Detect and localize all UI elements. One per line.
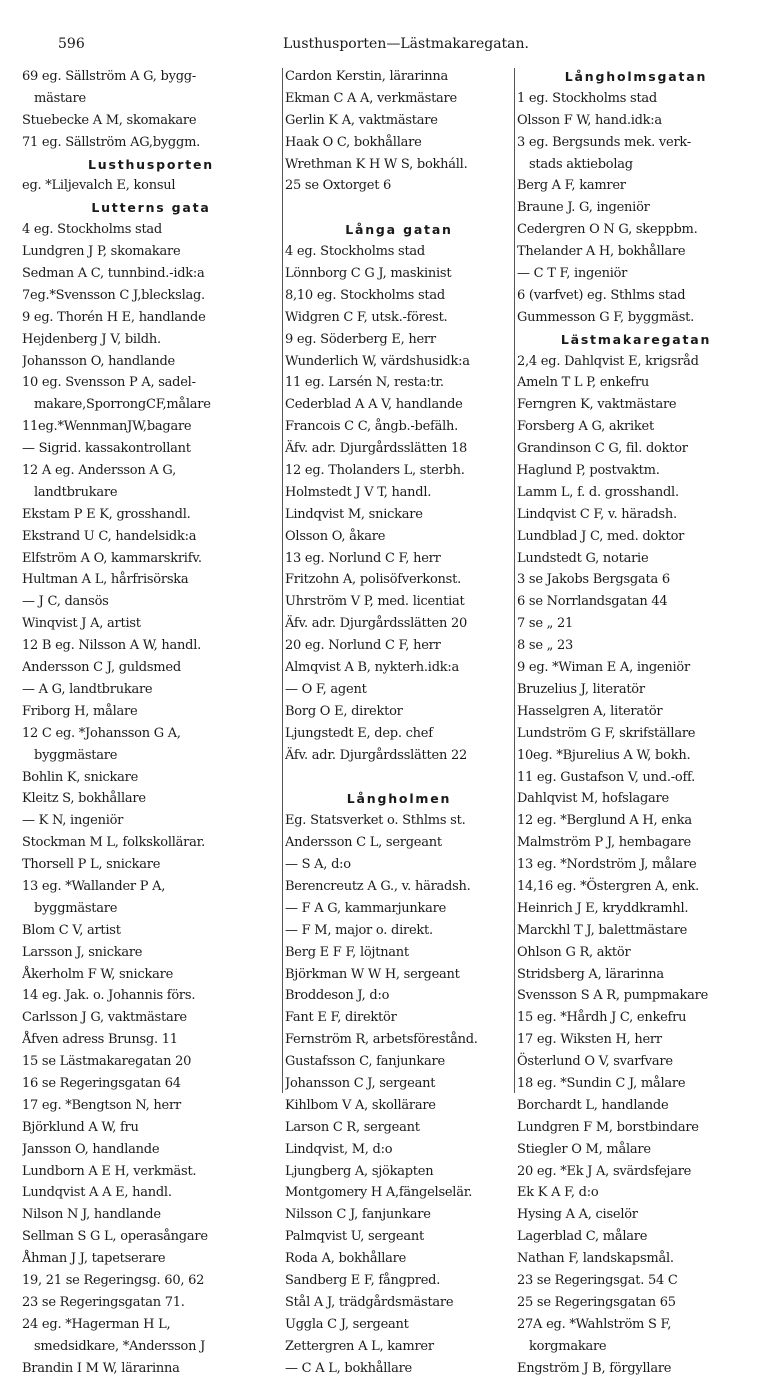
directory-entry: — K N, ingeniör — [22, 813, 124, 829]
directory-entry: Ljungstedt E, dep. chef — [285, 725, 433, 741]
directory-entry: Elfström A O, kammarskrifv. — [22, 550, 202, 566]
directory-entry: Ohlson G R, aktör — [517, 944, 631, 960]
directory-entry: Braune J. G, ingeniör — [517, 200, 650, 216]
directory-entry: Sandberg E F, fångpred. — [285, 1272, 441, 1288]
directory-entry: Thorsell P L, snickare — [22, 857, 161, 873]
directory-entry: 6 se Norrlandsgatan 44 — [517, 594, 668, 610]
directory-entry: — C T F, ingeniör — [517, 266, 628, 282]
directory-entry: Stuebecke A M, skomakare — [22, 112, 197, 128]
column-rule — [282, 68, 283, 1093]
directory-entry: 4 eg. Stockholms stad — [285, 244, 426, 260]
directory-entry: Carlsson J G, vaktmästare — [22, 1010, 187, 1026]
directory-entry: Johansson C J, sergeant — [285, 1075, 436, 1091]
column-rule — [514, 68, 515, 1093]
directory-entry: Roda A, bokhållare — [285, 1251, 407, 1267]
directory-entry: Zettergren A L, kamrer — [285, 1338, 434, 1354]
directory-entry: Nathan F, landskapsmål. — [517, 1251, 674, 1267]
directory-entry: — C A L, bokhållare — [285, 1360, 413, 1376]
directory-entry: 11 eg. Larsén N, resta:tr. — [285, 375, 444, 391]
directory-entry: Sellman S G L, operasångare — [22, 1229, 208, 1245]
directory-entry: Gummesson G F, byggmäst. — [517, 309, 694, 325]
directory-entry: Haak O C, bokhållare — [285, 134, 422, 150]
directory-entry: Palmqvist U, sergeant — [285, 1229, 424, 1245]
directory-entry: 9 eg. *Wiman E A, ingeniör — [517, 660, 690, 676]
directory-entry: Ameln T L P, enkefru — [517, 375, 650, 391]
directory-entry: Borchardt L, handlande — [517, 1097, 669, 1113]
directory-entry: 10eg. *Bjurelius A W, bokh. — [517, 747, 691, 763]
directory-entry: Åhman J J, tapetserare — [22, 1251, 166, 1267]
directory-entry: 14,16 eg. *Östergren A, enk. — [517, 878, 700, 894]
page-number: 596 — [58, 36, 85, 52]
directory-entry: 12 A eg. Andersson A G, — [22, 463, 176, 479]
directory-entry: Montgomery H A,fängelselär. — [285, 1185, 473, 1201]
directory-entry: — O F, agent — [285, 681, 367, 697]
directory-entry: Björkman W W H, sergeant — [285, 966, 460, 982]
directory-entry: 9 eg. Thorén H E, handlande — [22, 309, 206, 325]
directory-entry: Francois C C, ångb.-befälh. — [285, 419, 459, 435]
directory-entry: Cardon Kerstin, lärarinna — [285, 69, 449, 84]
directory-entry: Äfv. adr. Djurgårdsslätten 22 — [285, 747, 467, 763]
directory-entry: Sedman A C, tunnbind.-idk:a — [22, 266, 205, 282]
directory-entry: Äfv. adr. Djurgårdsslätten 18 — [285, 441, 467, 457]
directory-entry: 19, 21 se Regeringsg. 60, 62 — [22, 1272, 205, 1288]
directory-entry: Ekstrand U C, handelsidk:a — [22, 528, 197, 544]
directory-entry: Broddeson J, d:o — [285, 988, 390, 1004]
directory-entry: Forsberg A G, akriket — [517, 419, 654, 435]
directory-entry: 11 eg. Gustafson V, und.-off. — [517, 769, 696, 785]
directory-entry: Fant E F, direktör — [285, 1010, 397, 1026]
street-heading: Långholmsgatan — [564, 69, 708, 84]
directory-entry: Widgren C F, utsk.-förest. — [285, 309, 448, 325]
column-3 — [517, 66, 755, 1379]
directory-entry: Äfv. adr. Djurgårdsslätten 20 — [285, 616, 467, 632]
directory-entry: 14 eg. Jak. o. Johannis förs. — [22, 988, 196, 1004]
directory-entry: Kihlbom V A, skollärare — [285, 1097, 436, 1113]
directory-entry: korgmakare — [529, 1338, 607, 1354]
directory-entry: Lundblad J C, med. doktor — [517, 528, 685, 544]
directory-entry: Larsson J, snickare — [22, 944, 143, 960]
directory-entry: Friborg H, målare — [22, 703, 138, 719]
directory-entry: landtbrukare — [34, 484, 118, 500]
directory-entry: 12 C eg. *Johansson G A, — [22, 725, 181, 741]
directory-entry: Larson C R, sergeant — [285, 1119, 420, 1135]
directory-entry: 8,10 eg. Stockholms stad — [285, 287, 445, 303]
directory-entry: Lundstedt G, notarie — [517, 550, 649, 566]
street-heading: Långholmen — [346, 791, 452, 807]
directory-entry: mästare — [34, 90, 86, 106]
directory-entry: Bohlin K, snickare — [22, 769, 139, 785]
directory-entry: Ferngren K, vaktmästare — [517, 397, 677, 413]
directory-entry: Malmström P J, hembagare — [517, 835, 691, 851]
directory-entry: 16 se Regeringsgatan 64 — [22, 1075, 181, 1091]
directory-entry: Kleitz S, bokhållare — [22, 791, 146, 807]
directory-entry: 4 eg. Stockholms stad — [22, 222, 163, 238]
directory-entry: — F A G, kammarjunkare — [285, 900, 447, 916]
directory-entry: Wunderlich W, värdshusidk:a — [285, 353, 470, 369]
directory-entry: 24 eg. *Hagerman H L, — [22, 1316, 171, 1332]
directory-entry: 9 eg. Söderberg E, herr — [285, 331, 436, 347]
directory-entry: 18 eg. *Sundin C J, målare — [517, 1075, 686, 1091]
directory-entry: Hultman A L, hårfrisörska — [22, 572, 189, 588]
directory-entry: 13 eg. Norlund C F, herr — [285, 550, 441, 566]
directory-entry: Lundqvist A A E, handl. — [22, 1185, 172, 1201]
directory-entry: 15 se Lästmakaregatan 20 — [22, 1054, 192, 1070]
directory-entry: Uhrström V P, med. licentiat — [285, 594, 465, 610]
directory-entry: Eg. Statsverket o. Sthlms st. — [285, 813, 466, 829]
directory-entry: 11eg.*WennmanJW,bagare — [22, 419, 192, 435]
directory-entry: 7 se „ 21 — [517, 616, 574, 632]
directory-entry: 12 B eg. Nilsson A W, handl. — [22, 638, 201, 654]
directory-entry: Brandin I M W, lärarinna — [22, 1360, 180, 1376]
directory-entry: Borg O E, direktor — [285, 703, 403, 719]
directory-entry: 15 eg. *Hårdh J C, enkefru — [517, 1010, 687, 1026]
directory-entry: makare,SporrongCF,målare — [34, 397, 211, 413]
directory-entry: Svensson S A R, pumpmakare — [517, 988, 709, 1004]
directory-entry: Holmstedt J V T, handl. — [285, 484, 432, 500]
directory-entry: Andersson C J, guldsmed — [22, 660, 181, 676]
directory-entry: Lönnborg C G J, maskinist — [285, 266, 452, 282]
directory-entry: — A G, landtbrukare — [22, 681, 153, 697]
directory-entry: 7eg.*Svensson C J,bleckslag. — [22, 287, 205, 303]
directory-entry: 27A eg. *Wahlström S F, — [517, 1316, 672, 1332]
directory-entry: 23 se Regeringsgatan 71. — [22, 1294, 185, 1310]
directory-entry: Marckhl T J, balettmästare — [517, 922, 688, 938]
directory-entry: Berg A F, kamrer — [517, 178, 626, 194]
directory-entry: Stockman M L, folkskollärar. — [22, 835, 206, 851]
directory-entry: 25 se Regeringsgatan 65 — [517, 1294, 676, 1310]
directory-entry: Åkerholm F W, snickare — [22, 966, 174, 982]
directory-entry: Jansson O, handlande — [22, 1141, 160, 1157]
directory-entry: 13 eg. *Wallander P A, — [22, 878, 166, 894]
directory-entry: 71 eg. Sällström AG,byggm. — [22, 134, 201, 150]
directory-entry: Berg E F F, löjtnant — [285, 944, 409, 960]
directory-entry: Stål A J, trädgårdsmästare — [285, 1294, 454, 1310]
directory-entry: Uggla C J, sergeant — [285, 1316, 409, 1332]
column-2 — [285, 66, 513, 1379]
directory-entry: Björklund A W, fru — [22, 1119, 139, 1135]
directory-entry: 17 eg. *Bengtson N, herr — [22, 1097, 181, 1113]
directory-entry: Lundström G F, skrifställare — [517, 725, 696, 741]
column-1 — [22, 66, 280, 1379]
directory-entry: 10 eg. Svensson P A, sadel- — [22, 375, 196, 391]
directory-entry: 6 (varfvet) eg. Sthlms stad — [517, 287, 686, 303]
running-title: Lusthusporten—Lästmakaregatan. — [283, 36, 529, 52]
directory-entry: eg. *Liljevalch E, konsul — [22, 178, 176, 194]
directory-entry: Lamm L, f. d. grosshandl. — [517, 484, 679, 500]
directory-entry: Ek K A F, d:o — [517, 1185, 599, 1201]
directory-entry: Österlund O V, svarfvare — [517, 1054, 673, 1070]
directory-entry: 2,4 eg. Dahlqvist E, krigsråd — [517, 353, 699, 369]
directory-entry: 20 eg. *Ek J A, svärdsfejare — [517, 1163, 692, 1179]
directory-entry: 17 eg. Wiksten H, herr — [517, 1032, 662, 1048]
directory-entry: 1 eg. Stockholms stad — [517, 90, 658, 106]
directory-entry: Åfven adress Brunsg. 11 — [22, 1032, 178, 1048]
directory-entry: stads aktiebolag — [529, 156, 633, 172]
directory-entry: Almqvist A B, nykterh.idk:a — [285, 660, 460, 676]
directory-entry: Hysing A A, ciselör — [517, 1207, 638, 1223]
directory-entry: Berencreutz A G., v. häradsh. — [285, 878, 471, 894]
directory-entry: Cederblad A A V, handlande — [285, 397, 463, 413]
directory-entry: 12 eg. Tholanders L, sterbh. — [285, 463, 465, 479]
directory-entry: Ekstam P E K, grosshandl. — [22, 506, 191, 522]
directory-entry: Hejdenberg J V, bildh. — [22, 331, 161, 347]
directory-entry — [285, 767, 513, 789]
directory-entry: Olsson O, åkare — [285, 528, 386, 544]
directory-entry: 20 eg. Norlund C F, herr — [285, 638, 441, 654]
directory-entry: Ekman C A A, verkmästare — [285, 90, 457, 106]
directory-entry: 23 se Regeringsgat. 54 C — [517, 1272, 678, 1288]
directory-entry: Nilson N J, handlande — [22, 1207, 161, 1223]
directory-entry: Lagerblad C, målare — [517, 1229, 648, 1245]
directory-entry: 69 eg. Sällström A G, bygg- — [22, 69, 196, 84]
directory-entry: byggmästare — [34, 900, 118, 916]
directory-entry: Andersson C L, sergeant — [285, 835, 442, 851]
directory-entry: — F M, major o. direkt. — [285, 922, 433, 938]
directory-entry: — Sigrid. kassakontrollant — [22, 441, 191, 457]
directory-entry: smedsidkare, *Andersson J — [34, 1338, 206, 1354]
directory-entry: Dahlqvist M, hofslagare — [517, 791, 669, 807]
directory-entry: 3 eg. Bergsunds mek. verk- — [517, 134, 691, 150]
street-heading: Lutterns gata — [91, 200, 211, 216]
directory-entry: 3 se Jakobs Bergsgata 6 — [517, 572, 670, 588]
directory-entry: Gerlin K A, vaktmästare — [285, 112, 438, 128]
directory-entry: Thelander A H, bokhållare — [517, 244, 686, 260]
street-heading: Långa gatan — [345, 222, 453, 238]
directory-entry: Winqvist J A, artist — [22, 616, 141, 632]
directory-entry: Lindqvist C F, v. häradsh. — [517, 506, 677, 522]
directory-entry: — J C, dansös — [22, 594, 109, 610]
directory-entry: Stridsberg A, lärarinna — [517, 966, 664, 982]
street-heading: Lästmakaregatan — [560, 331, 712, 347]
directory-entry: Heinrich J E, kryddkramhl. — [517, 900, 689, 916]
directory-entry: Nilsson C J, fanjunkare — [285, 1207, 431, 1223]
directory-entry: Johansson O, handlande — [22, 353, 175, 369]
directory-entry: Blom C V, artist — [22, 922, 121, 938]
page-header — [0, 36, 762, 58]
directory-entry: Lundgren F M, borstbindare — [517, 1119, 699, 1135]
directory-entry: Ljungberg A, sjökapten — [285, 1163, 434, 1179]
directory-entry: Lundgren J P, skomakare — [22, 244, 181, 260]
directory-entry: Engström J B, förgyllare — [517, 1360, 672, 1376]
directory-entry: 12 eg. *Berglund A H, enka — [517, 813, 692, 829]
directory-entry: Lindqvist M, snickare — [285, 506, 423, 522]
directory-entry: Cedergren O N G, skeppbm. — [517, 222, 698, 238]
directory-entry: Hasselgren A, literatör — [517, 703, 663, 719]
directory-entry: Bruzelius J, literatör — [517, 681, 645, 697]
street-heading: Lusthusporten — [88, 156, 214, 172]
directory-entry: Lundborn A E H, verkmäst. — [22, 1163, 197, 1179]
directory-entry: Grandinson C G, fil. doktor — [517, 441, 688, 457]
directory-entry: Fernström R, arbetsförestånd. — [285, 1032, 478, 1048]
directory-entry: Haglund P, postvaktm. — [517, 463, 660, 479]
directory-entry: Gustafsson C, fanjunkare — [285, 1054, 445, 1070]
directory-entry: 8 se „ 23 — [517, 638, 574, 654]
directory-entry: Fritzohn A, polisöfverkonst. — [285, 572, 461, 588]
directory-entry: byggmästare — [34, 747, 118, 763]
directory-entry: — S A, d:o — [285, 857, 351, 873]
directory-entry: Stiegler O M, målare — [517, 1141, 651, 1157]
directory-entry: Wrethman K H W S, bokháll. — [285, 156, 468, 172]
directory-entry: 25 se Oxtorget 6 — [285, 178, 392, 194]
directory-entry: 13 eg. *Nordström J, målare — [517, 857, 697, 873]
directory-entry — [285, 197, 513, 219]
directory-entry: Lindqvist, M, d:o — [285, 1141, 393, 1157]
directory-entry: Olsson F W, hand.idk:a — [517, 112, 662, 128]
